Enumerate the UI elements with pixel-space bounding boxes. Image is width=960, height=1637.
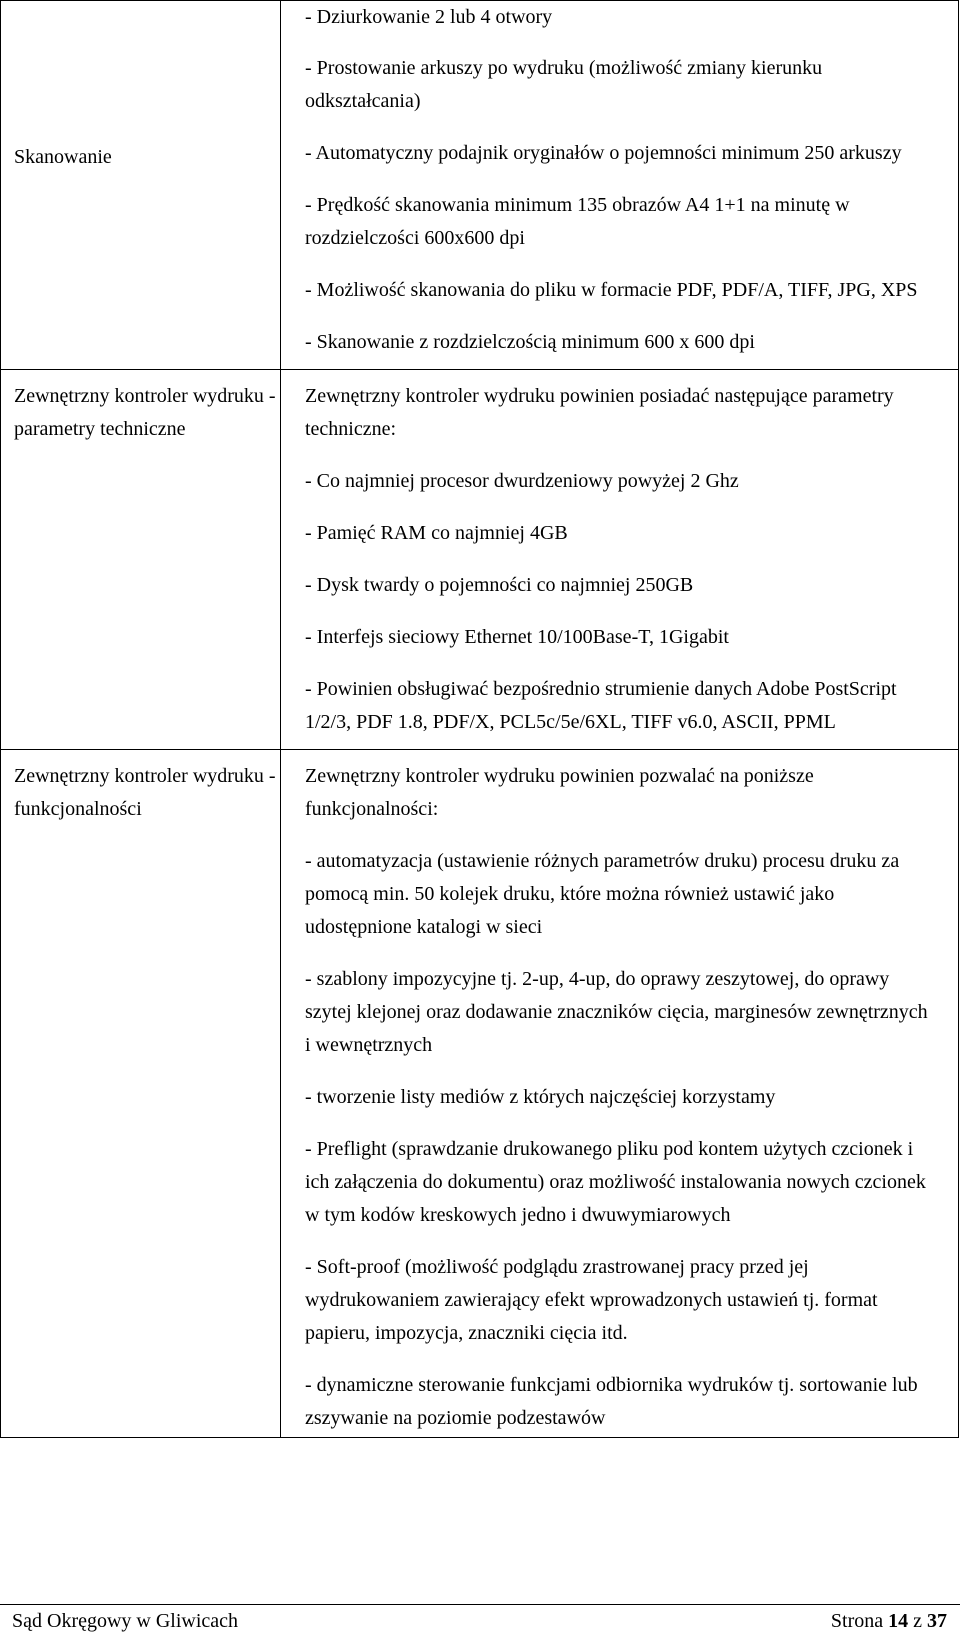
list-item: Zewnętrzny kontroler wydruku powinien posiadać następujące parametry techniczne: [305, 385, 894, 440]
page-number [831, 1606, 947, 1636]
list-item: - tworzenie listy mediów z których najczęściej korzystamy [305, 1086, 776, 1108]
row-value-cell [281, 750, 959, 1438]
list-item: - Interfejs sieciowy Ethernet 10/100Base-T, 1Gigabit [305, 626, 729, 648]
list-item: - Co najmniej procesor dwurdzeniowy powyżej 2 Ghz [305, 470, 739, 492]
page-footer [0, 1604, 960, 1637]
row-label-cell [1, 370, 281, 750]
list-item: - Dziurkowanie 2 lub 4 otwory [305, 6, 553, 28]
page-of: z [913, 1610, 922, 1632]
page-word: Strona [830, 1610, 884, 1632]
row-value-cell [281, 370, 959, 750]
row-label-cell [1, 1, 281, 370]
row-label: Zewnętrzny kontroler wydruku - funkcjonalności [14, 765, 276, 820]
table-row-controller-functions [1, 750, 959, 1438]
list-item: - dynamiczne sterowanie funkcjami odbiornika wydruków tj. sortowanie lub zszywanie na poziomie podzestawów [305, 1374, 918, 1429]
list-item: - automatyzacja (ustawienie różnych parametrów druku) procesu druku za pomocą min. 50 kolejek druku, które można również ustawić jako udostępnione katalogi w sieci [305, 850, 900, 938]
page-current: 14 [888, 1610, 909, 1632]
row-label: Skanowanie [14, 146, 112, 168]
list-item: - Automatyczny podajnik oryginałów o pojemności minimum 250 arkuszy [305, 142, 902, 164]
list-item: - Prostowanie arkuszy po wydruku (możliwość zmiany kierunku odkształcania) [305, 57, 823, 112]
row-label: Zewnętrzny kontroler wydruku - parametry techniczne [14, 385, 276, 440]
list-item: - Możliwość skanowania do pliku w formacie PDF, PDF/A, TIFF, JPG, XPS [305, 279, 918, 301]
list-item: - Soft-proof (możliwość podglądu zrastrowanej pracy przed jej wydrukowaniem zawierający efekt wprowadzonych ustawień tj. format papieru, impozycja, znaczniki cięcia itd. [305, 1256, 878, 1344]
table-row-scanning [1, 1, 959, 370]
page-total: 37 [927, 1610, 947, 1632]
court-name: Sąd Okręgowy w Gliwicach [12, 1610, 239, 1632]
list-item: Zewnętrzny kontroler wydruku powinien pozwalać na poniższe funkcjonalności: [305, 765, 814, 820]
list-item: - Preflight (sprawdzanie drukowanego pliku pod kontem użytych czcionek i ich załączenia do dokumentu) oraz możliwość instalowania nowych czcionek w tym kodów kreskowych jedno i dwuwymiarowych [305, 1138, 926, 1226]
row-value-cell [281, 1, 959, 370]
list-item: - Pamięć RAM co najmniej 4GB [305, 522, 568, 544]
list-item: - Powinien obsługiwać bezpośrednio strumienie danych Adobe PostScript 1/2/3, PDF 1.8, PDF/X, PCL5c/5e/6XL, TIFF v6.0, ASCII, PPML [305, 678, 897, 733]
row-label-cell [1, 750, 281, 1438]
list-item: - Skanowanie z rozdzielczością minimum 600 x 600 dpi [305, 331, 755, 353]
table-row-controller-parameters [1, 370, 959, 750]
list-item: - Dysk twardy o pojemności co najmniej 250GB [305, 574, 694, 596]
list-item: - Prędkość skanowania minimum 135 obrazów A4 1+1 na minutę w rozdzielczości 600x600 dpi [305, 194, 850, 249]
list-item: - szablony impozycyjne tj. 2-up, 4-up, do oprawy zeszytowej, do oprawy szytej klejonej oraz dodawanie znaczników cięcia, marginesów zewnętrznych i wewnętrznych [305, 968, 928, 1056]
